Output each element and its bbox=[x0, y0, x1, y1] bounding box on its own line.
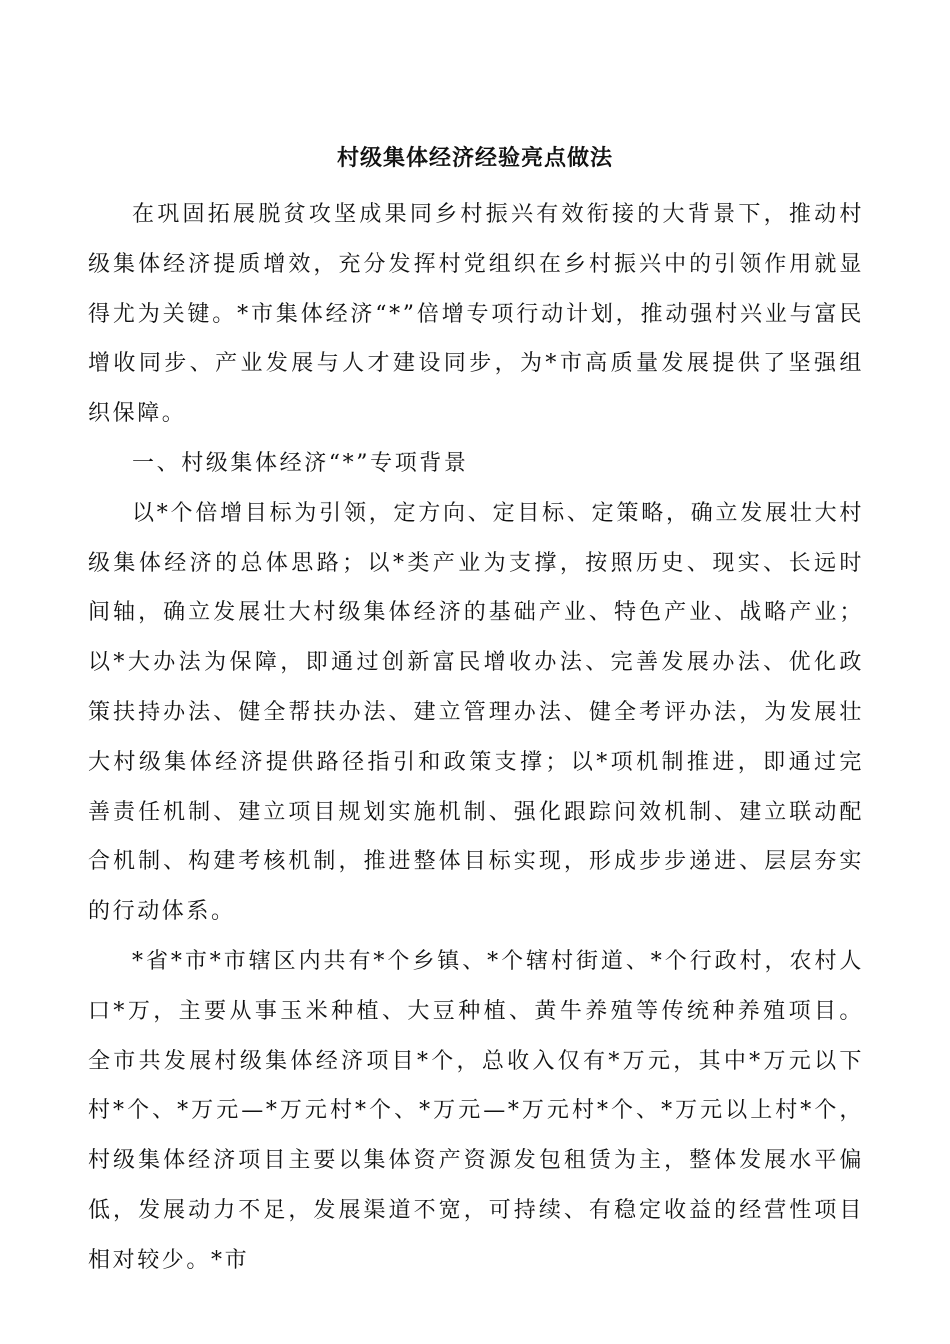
intro-paragraph: 在巩固拓展脱贫攻坚成果同乡村振兴有效衔接的大背景下，推动村级集体经济提质增效，充分发挥村党组织在乡村振兴中的引领作用就显得尤为关键。*市集体经济“*”倍增专项行动计划，推动强村兴业与富民增收同步、产业发展与人才建设同步，为*市高质量发展提供了坚强组织保障。 bbox=[88, 202, 864, 427]
document-title: 村级集体经济经验亮点做法 bbox=[336, 145, 613, 171]
body-paragraph-status: *省*市*市辖区内共有*个乡镇、*个辖村街道、*个行政村，农村人口*万，主要从事玉米种植、大豆种植、黄牛养殖等传统种养殖项目。全市共发展村级集体经济项目*个，总收入仅有*万元，其中*万元以下村*个、*万元—*万元村*个、*万元—*万元村*个、*万元以上村*个，村级集体经济项目主要以集体资产资源发包租赁为主，整体发展水平偏低，发展动力不足，发展渠道不宽，可持续、有稳定收益的经营性项目相对较少。*市 bbox=[88, 948, 864, 1273]
section-heading: 一、村级集体经济“*”专项背景 bbox=[132, 450, 469, 476]
body-paragraph-strategy: 以*个倍增目标为引领，定方向、定目标、定策略，确立发展壮大村级集体经济的总体思路；以*类产业为支撑，按照历史、现实、长远时间轴，确立发展壮大村级集体经济的基础产业、特色产业、战略产业；以*大办法为保障，即通过创新富民增收办法、完善发展办法、优化政策扶持办法、健全帮扶办法、建立管理办法、健全考评办法，为发展壮大村级集体经济提供路径指引和政策支撑；以*项机制推进，即通过完善责任机制、建立项目规划实施机制、强化跟踪问效机制、建立联动配合机制、构建考核机制，推进整体目标实现，形成步步递进、层层夯实的行动体系。 bbox=[88, 500, 864, 925]
document-body bbox=[88, 190, 864, 1286]
